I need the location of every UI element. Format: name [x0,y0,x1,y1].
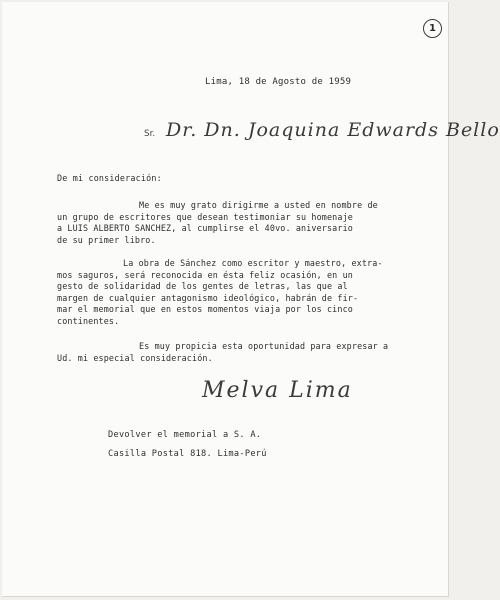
return-line: Casilla Postal 818. Lima-Perú [108,449,267,459]
letter-page [2,2,500,597]
recipient-prefix: Sr. [144,129,156,139]
return-address [108,426,267,464]
paragraph-line: margen de cualquier antagonismo ideológico, habrán de fir- [57,292,359,303]
paragraph-line: Es muy propicia esta oportunidad para expresar a [139,341,389,351]
paragraph-line: mos saguros, será reconocida en ésta feliz ocasión, en un [57,269,353,280]
paragraph-line: de su primer libro. [57,234,156,245]
greeting: De mi consideración: [57,173,162,183]
dateline: Lima, 18 de Agosto de 1959 [205,77,352,87]
return-line: Devolver el memorial a S. A. [108,430,262,440]
paragraph-line: La obra de Sánchez como escritor y maestro, extra- [123,258,383,268]
paragraph-1 [57,200,402,246]
paragraph-2 [57,258,402,327]
paragraph-line: continentes. [57,315,120,326]
handwritten-signature: Melva Lima [202,378,353,403]
recipient-handwritten: Dr. Dn. Joaquina Edwards Bello [166,119,500,141]
paragraph-line: gesto de solidaridad de los gentes de letras, las que al [57,281,348,291]
page-number: 1 [423,19,442,38]
paragraph-line: Me es muy grato dirigirme a usted en nombre de [139,200,378,210]
paragraph-line: a LUIS ALBERTO SANCHEZ, al cumplirse el 40vo. aniversario [57,223,353,233]
paragraph-line: mar el memorial que en estos momentos viaja por los cinco [57,304,353,314]
paragraph-line: un grupo de escritores que desean testimoniar su homenaje [57,211,353,222]
paragraph-3 [57,341,402,364]
paragraph-line: Ud. mi especial consideración. [57,352,213,363]
